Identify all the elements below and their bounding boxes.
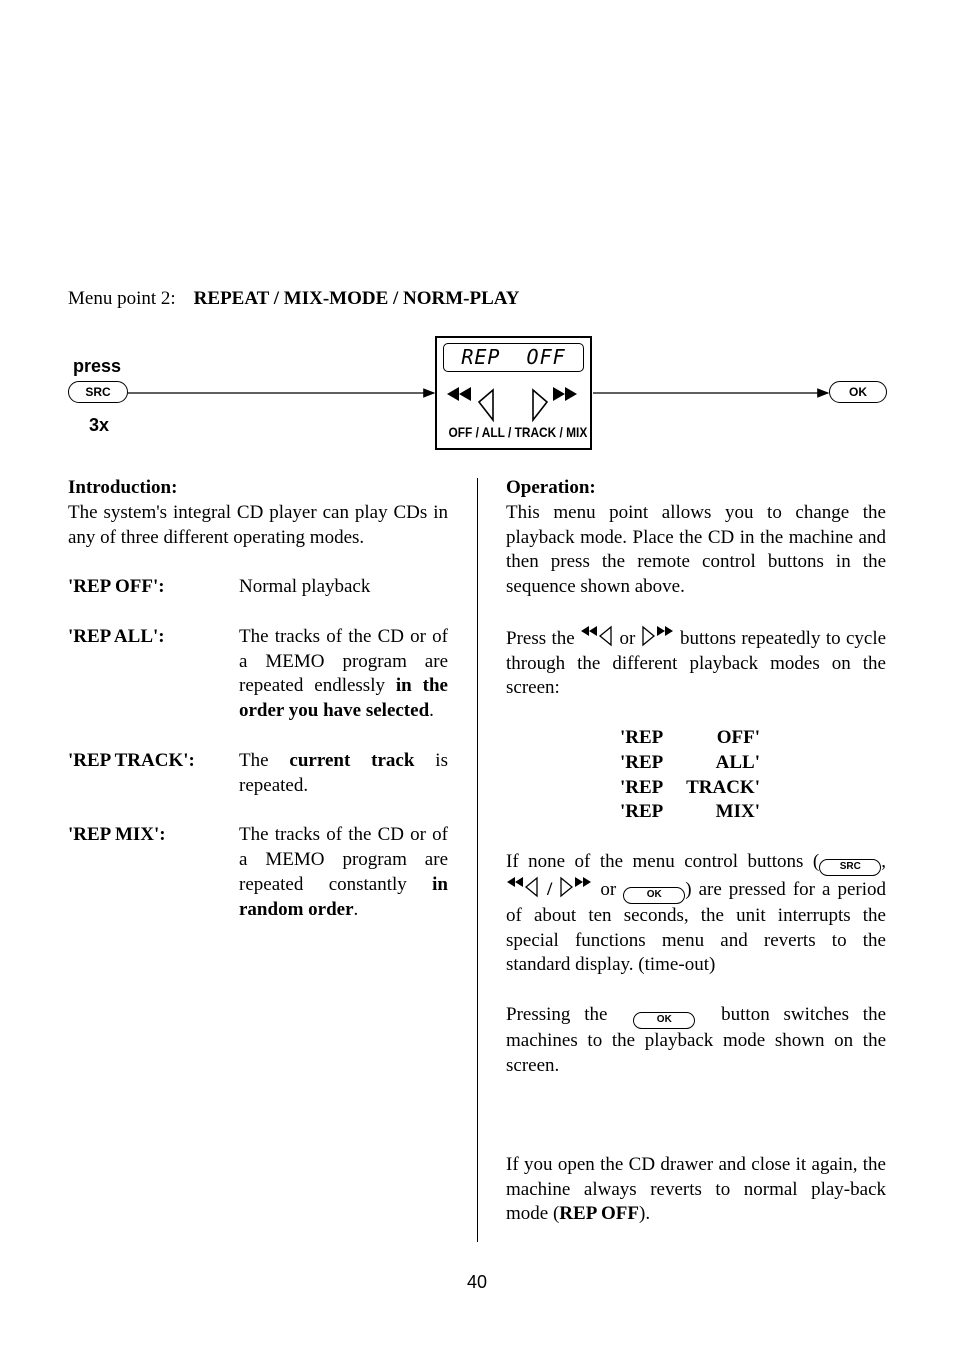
mode-term: 'REP ALL': bbox=[68, 625, 165, 647]
menu-title: REPEAT / MIX-MODE / NORM-PLAY bbox=[193, 288, 520, 309]
operation-text: This menu point allows you to change the playback mode. Place the CD in the machine and then press the remote control buttons in the sequence shown above. bbox=[506, 501, 886, 598]
mode-desc: The current track is repeated. bbox=[239, 749, 448, 796]
mode-rep-track bbox=[68, 749, 448, 799]
mode-desc: The tracks of the CD or of a MEMO program are repeated constantly in random order. bbox=[239, 824, 448, 920]
ok-button-inline: OK bbox=[623, 887, 685, 904]
operation-heading: Operation: bbox=[506, 477, 596, 498]
list-item: 'REP MIX' bbox=[620, 801, 760, 823]
src-button[interactable]: SRC bbox=[68, 381, 128, 403]
mode-term: 'REP TRACK': bbox=[68, 749, 195, 771]
mode-term: 'REP OFF': bbox=[68, 576, 165, 598]
fast-forward-icon[interactable] bbox=[529, 382, 581, 424]
menu-point-label: Menu point 2: bbox=[68, 288, 176, 309]
ok-instruction: Pressing the OK button switches the machines to the playback mode shown on the screen. bbox=[506, 1003, 887, 1076]
ok-button-inline: OK bbox=[633, 1012, 695, 1029]
display-panel bbox=[435, 336, 592, 450]
operation-section bbox=[506, 476, 886, 1227]
mode-desc: Normal playback bbox=[239, 576, 371, 598]
ok-button[interactable]: OK bbox=[829, 381, 887, 403]
page-number: 40 bbox=[466, 1272, 488, 1292]
column-divider bbox=[477, 478, 478, 1242]
intro-text: The system's integral CD player can play CDs in any of three different operating modes. bbox=[68, 501, 448, 548]
introduction-section bbox=[68, 476, 448, 922]
mode-rep-all bbox=[68, 625, 448, 724]
mode-term: 'REP MIX': bbox=[68, 824, 166, 846]
press-instructions: Press the or buttons repeatedly to cycle through the different playback modes on the screen: bbox=[506, 625, 886, 701]
display-caption: OFF / ALL / TRACK / MIX bbox=[448, 424, 588, 441]
rewind-icon[interactable] bbox=[445, 382, 497, 424]
rewind-icon bbox=[506, 876, 540, 898]
mode-list bbox=[620, 726, 760, 825]
timeout-text: If none of the menu control buttons ( SRC , / or OK ) are pressed for a period of about ten seconds, the unit interrupts the special functions menu and reverts to the standard display. (time-out) bbox=[506, 850, 887, 976]
mode-desc: The tracks of the CD or of a MEMO program are repeated endlessly in the order you have selected. bbox=[239, 625, 448, 722]
src-button-inline: SRC bbox=[819, 859, 881, 876]
lcd-screen: REP OFF bbox=[443, 343, 584, 372]
rewind-icon bbox=[580, 625, 614, 647]
fast-forward-icon bbox=[559, 876, 593, 898]
list-item: 'REP OFF' bbox=[620, 726, 760, 748]
fast-forward-icon bbox=[641, 625, 675, 647]
mode-rep-mix bbox=[68, 823, 448, 922]
press-label: press bbox=[73, 356, 122, 376]
mode-rep-off bbox=[68, 575, 448, 600]
list-item: 'REP ALL' bbox=[620, 751, 760, 773]
intro-heading: Introduction: bbox=[68, 477, 178, 498]
list-item: 'REP TRACK' bbox=[620, 776, 760, 798]
drawer-note: If you open the CD drawer and close it again, the machine always reverts to normal play-back mode (REP OFF). bbox=[506, 1153, 886, 1225]
times-label: 3x bbox=[89, 415, 110, 435]
